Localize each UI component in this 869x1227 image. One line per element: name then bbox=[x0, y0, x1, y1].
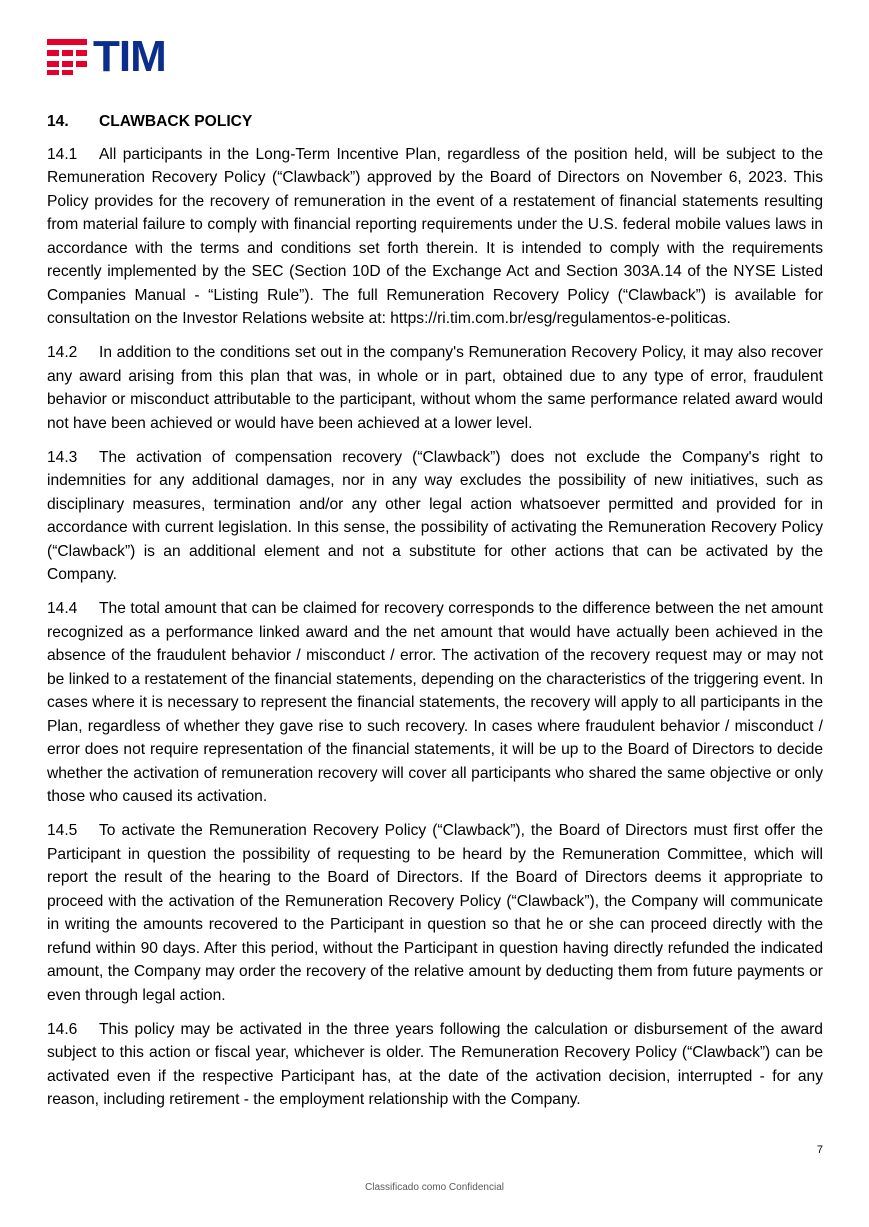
page-number: 7 bbox=[816, 1144, 823, 1156]
section-number: 14. bbox=[47, 113, 69, 130]
paragraph bbox=[47, 341, 823, 435]
paragraph-text: To activate the Remuneration Recovery Policy (“Clawback”), the Board of Directors must first offer the Participant in question the possibility of requesting to be heard by the Remuneration Committee, which will report the result of the hearing to the Board of Directors. If the Board of Directors deems it appropriate to proceed with the activation of the Remuneration Recovery Policy (“Clawback”), the Company will communicate in writing the amounts recovered to the Participant in question so that he or she can proceed directly with the refund within 90 days. After this period, without the Participant in question having directly refunded the indicated amount, the Company may order the recovery of the relative amount by deducting them from future payments or even through legal action. bbox=[47, 822, 823, 1004]
paragraph bbox=[47, 143, 823, 331]
paragraph-text: The total amount that can be claimed for recovery corresponds to the difference between the net amount recognized as a performance linked award and the net amount that would have actually been achieved in the absence of the fraudulent behavior / misconduct / error. The activation of the recovery request may or may not be linked to a restatement of the financial statements, depending on the characteristics of the triggering event. In cases where it is necessary to represent the financial statements, the recovery will apply to all participants in the Plan, regardless of whether they gave rise to such recovery. In cases where fraudulent behavior / misconduct / error does not require representation of the financial statements, it will be up to the Board of Directors to decide whether the activation of remuneration recovery will cover all participants who shared the same objective or only those who caused its activation. bbox=[47, 600, 823, 805]
paragraph-number: 14.5 bbox=[47, 822, 78, 839]
section-title: CLAWBACK POLICY bbox=[99, 113, 253, 130]
paragraph-number: 14.2 bbox=[47, 344, 78, 361]
paragraph bbox=[47, 1018, 823, 1112]
paragraph bbox=[47, 597, 823, 809]
paragraph-number: 14.6 bbox=[47, 1020, 78, 1038]
paragraph-number: 14.4 bbox=[47, 600, 78, 617]
tim-logo-mark-icon bbox=[47, 39, 87, 75]
tim-logo bbox=[47, 32, 166, 81]
paragraph-text: The activation of compensation recovery (“Clawback”) does not exclude the Company's right to indemnities for any additional damages, nor in any way excludes the possibility of new initiatives, such as disciplinary measures, termination and/or any other legal action whatsoever permitted and provided for in accordance with current legislation. In this sense, the possibility of activating the Remuneration Recovery Policy (“Clawback”) is an additional element and not a substitute for other actions that can be activated by the Company. bbox=[47, 448, 823, 583]
section-heading bbox=[47, 110, 823, 134]
paragraph-number: 14.3 bbox=[47, 448, 78, 466]
footer-classification: Classificado como Confidencial bbox=[365, 1182, 504, 1193]
paragraph bbox=[47, 819, 823, 1007]
paragraph-text: All participants in the Long-Term Incentive Plan, regardless of the position held, will be subject to the Remuneration Recovery Policy (“Clawback”) approved by the Board of Directors on November 6, 2023. This Policy provides for the recovery of remuneration in the event of a restatement of financial statements resulting from material failure to comply with financial reporting requirements under the U.S. federal mobile values laws in accordance with the terms and conditions set forth therein. It is intended to comply with the requirements recently implemented by the SEC (Section 10D of the Exchange Act and Section 303A.14 of the NYSE Listed Companies Manual - “Listing Rule”). The full Remuneration Recovery Policy (“Clawback”) is available for consultation on the Investor Relations website at: https://ri.tim.com.br/esg/regulamentos-e-politicas. bbox=[47, 145, 823, 327]
paragraph bbox=[47, 446, 823, 587]
paragraph-number: 14.1 bbox=[47, 145, 78, 163]
logo-wordmark: TIM bbox=[93, 32, 166, 81]
paragraph-text: This policy may be activated in the three years following the calculation or disbursement of the award subject to this action or fiscal year, whichever is older. The Remuneration Recovery Policy (“Clawback”) can be activated even if the respective Participant has, at the date of the activation decision, interrupted - for any reason, including retirement - the employment relationship with the Company. bbox=[47, 1020, 823, 1108]
document-body bbox=[47, 110, 823, 1122]
paragraph-text: In addition to the conditions set out in the company's Remuneration Recovery Policy, it may also recover any award arising from this plan that was, in whole or in part, obtained due to any type of error, fraudulent behavior or misconduct attributable to the participant, without whom the same performance related award would not have been achieved or would have been achieved at a lower level. bbox=[47, 344, 823, 432]
